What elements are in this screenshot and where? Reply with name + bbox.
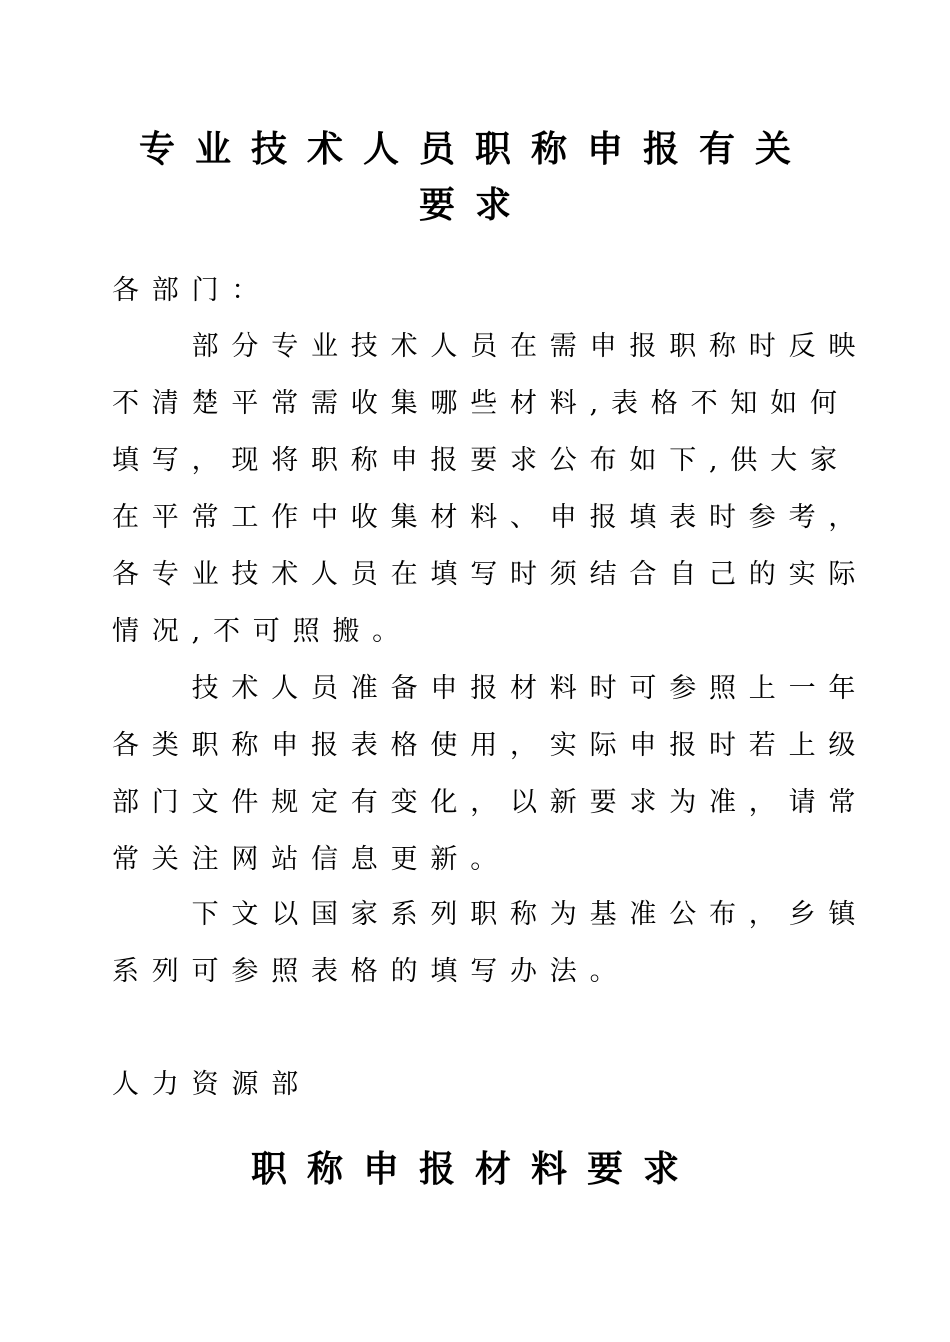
paragraph-line: 各类职称申报表格使用，实际申报时若上级 [112, 730, 869, 761]
paragraph-line: 下文以国家系列职称为基准公布，乡镇 [112, 899, 869, 930]
paragraph-reference [112, 660, 869, 888]
salutation: 各部门： [112, 275, 272, 306]
paragraph-line: 各专业技术人员在填写时须结合自己的实际 [112, 559, 869, 590]
document-title-line-2: 要求 [418, 184, 531, 226]
paragraph-line: 部分专业技术人员在需申报职称时反映 [112, 331, 869, 362]
paragraph-line: 系列可参照表格的填写办法。 [112, 956, 630, 987]
paragraph-line: 不清楚平常需收集哪些材料,表格不知如何 [112, 388, 850, 419]
section-title: 职称申报材料要求 [250, 1148, 699, 1190]
paragraph-scope [112, 886, 869, 1000]
paragraph-line: 技术人员准备申报材料时可参照上一年 [112, 673, 869, 704]
signature: 人力资源部 [112, 1069, 311, 1100]
paragraph-line: 填写，现将职称申报要求公布如下,供大家 [112, 445, 850, 476]
paragraph-line: 情况,不可照搬。 [112, 616, 412, 647]
paragraph-intro [112, 318, 869, 660]
document-title-line-1: 专业技术人员职称申报有关 [138, 128, 811, 170]
paragraph-line: 部门文件规定有变化，以新要求为准，请常 [112, 787, 869, 818]
paragraph-line: 常关注网站信息更新。 [112, 844, 510, 875]
paragraph-line: 在平常工作中收集材料、申报填表时参考， [112, 502, 869, 533]
